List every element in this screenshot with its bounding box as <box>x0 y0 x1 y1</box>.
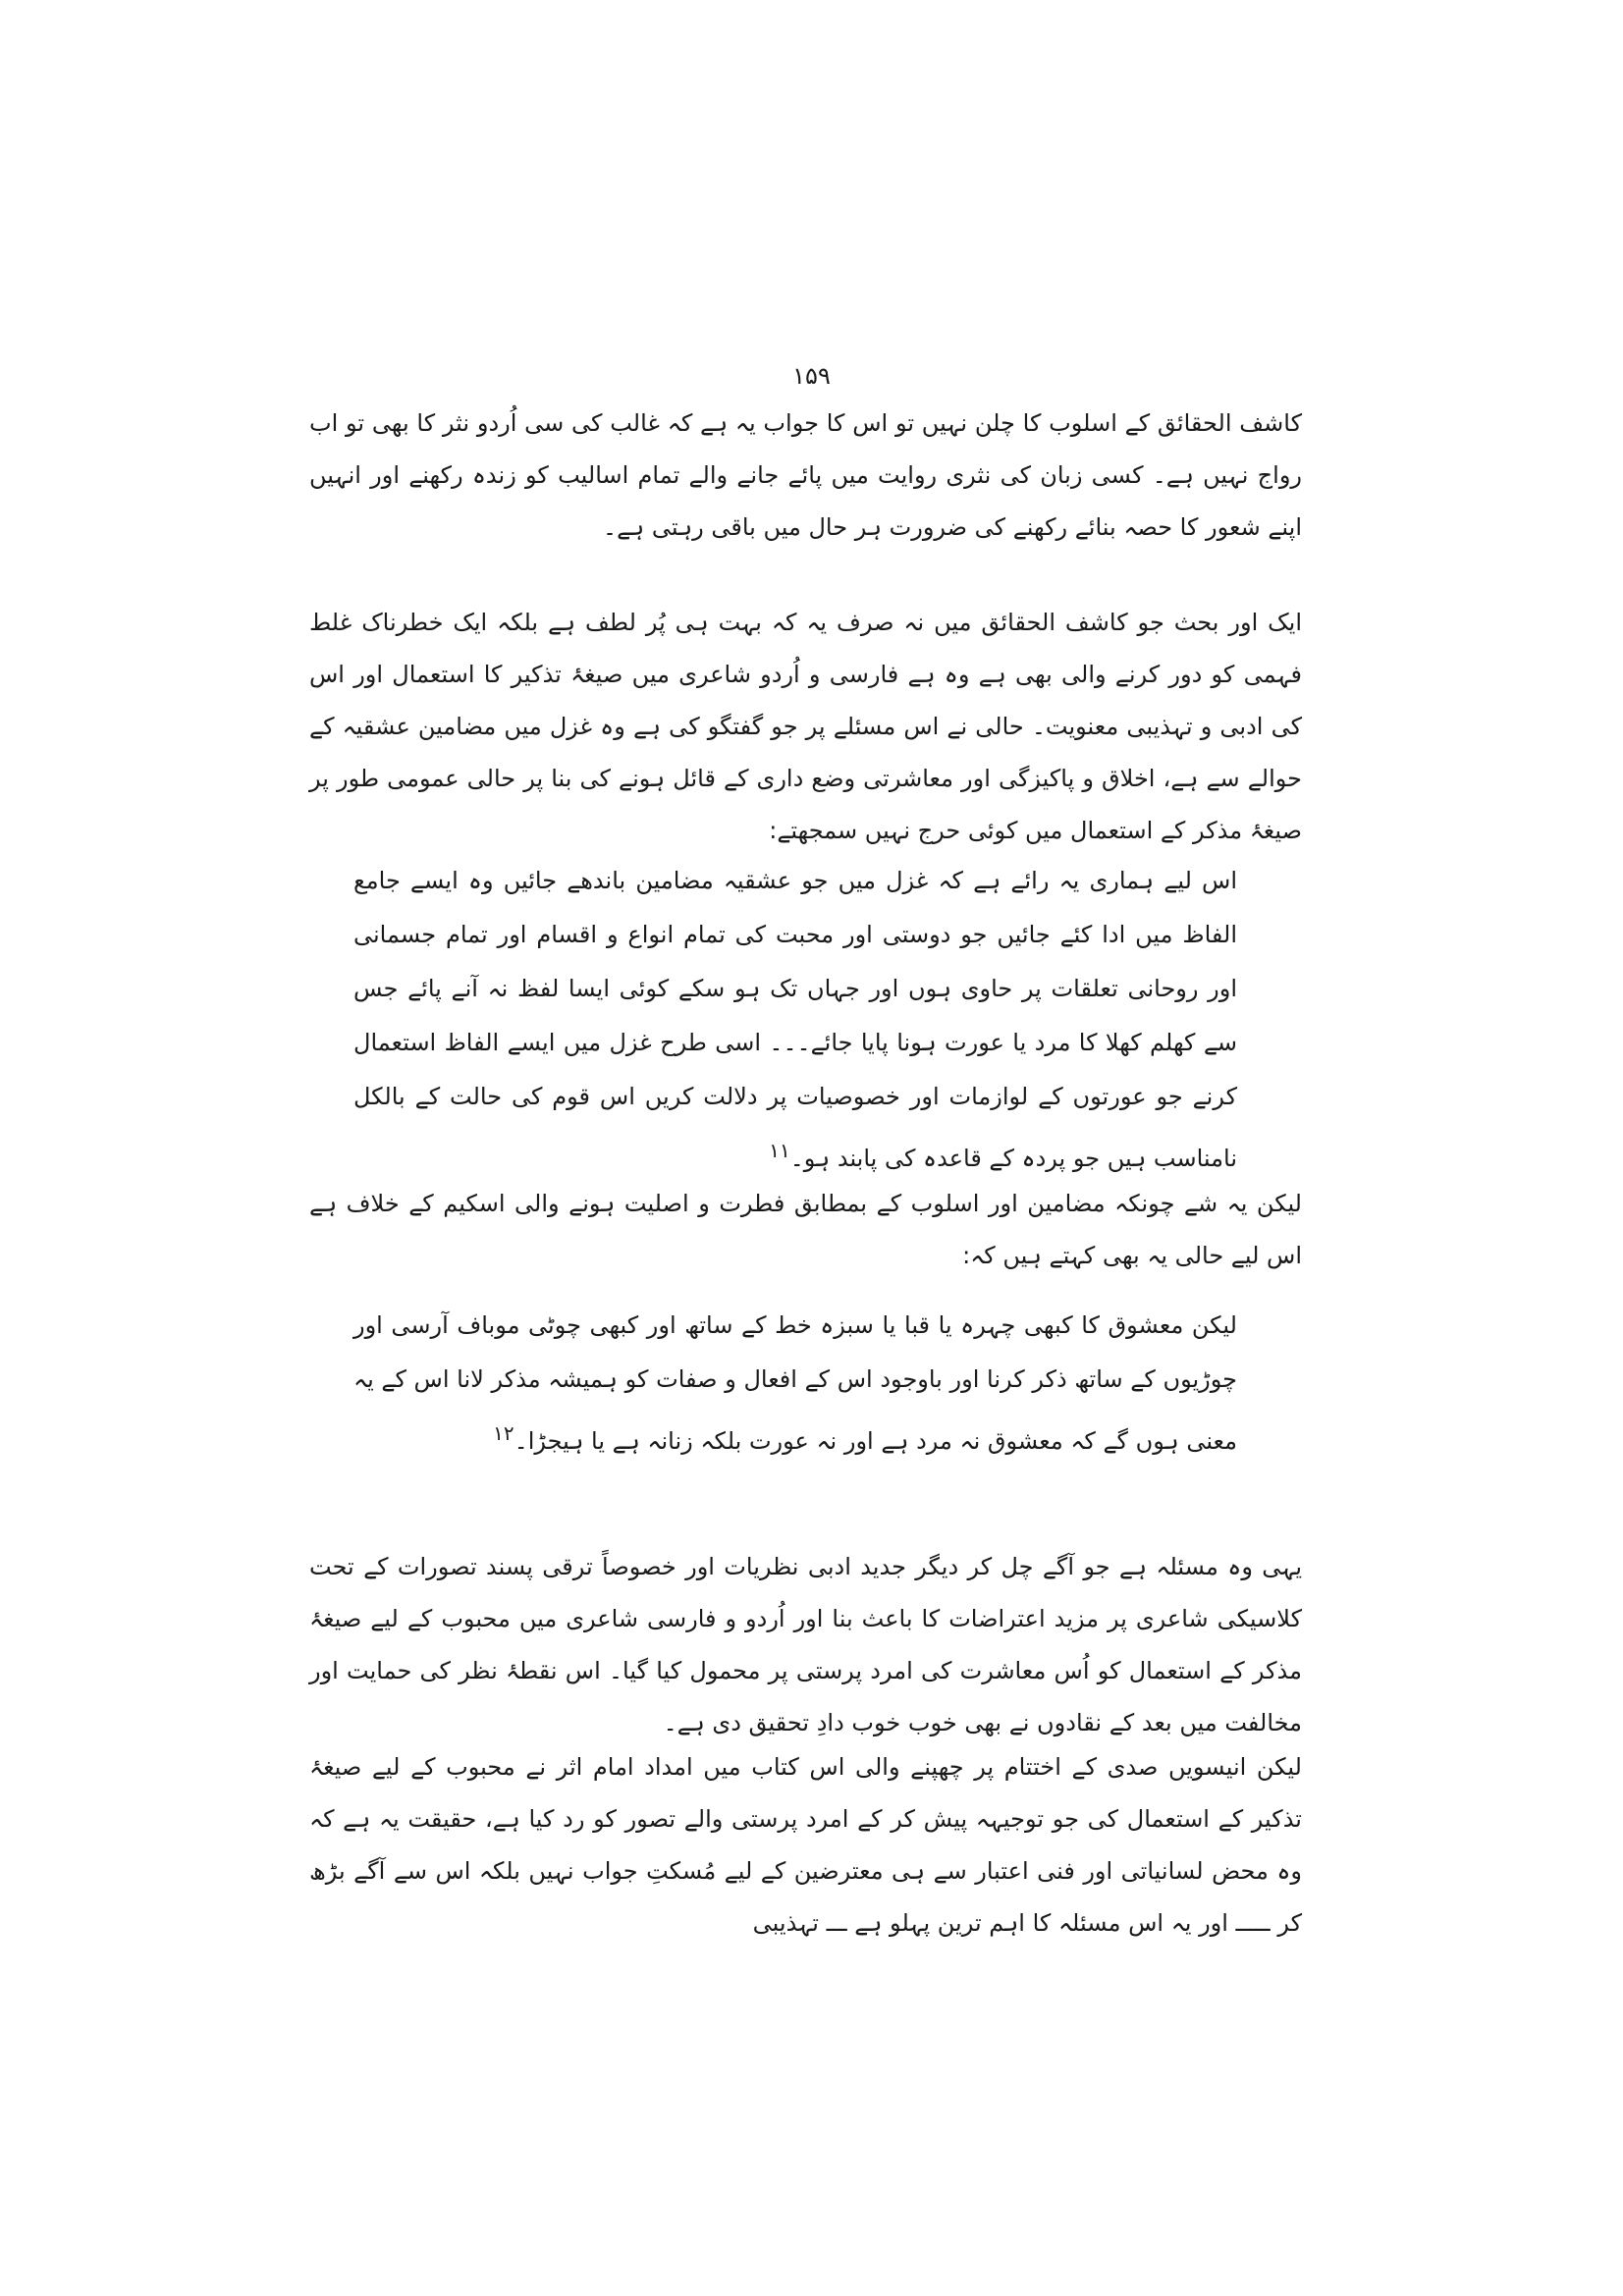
footnote-marker-2: ۱۲ <box>493 1421 514 1445</box>
paragraph-2: ایک اور بحث جو کاشف الحقائق میں نہ صرف یہ کہ بہت ہی پُر لطف ہے بلکہ ایک خطرناک غلط فہمی کو دور کرنے والی بھی ہے وہ ہے فارسی و اُردو شاعری میں صیغۂ تذکیر کا استعمال اور اس کی ادبی و تہذیبی معنویت۔ حالی نے اس مسئلے پر جو گفتگو کی ہے وہ غزل میں مضامین عشقیہ کے حوالے سے ہے، اخلاق و پاکیزگی اور معاشرتی وضع داری کے قائل ہونے کی بنا پر حالی عمومی طور پر صیغۂ مذکر کے استعمال میں کوئی حرج نہیں سمجھتے: <box>309 609 1302 844</box>
footnote-marker-1: ۱۱ <box>769 1139 790 1162</box>
paragraph-3: لیکن یہ شے چونکہ مضامین اور اسلوب کے بمطابق فطرت و اصلیت ہونے والی اسکیم کے خلاف ہے اس لیے حالی یہ بھی کہتے ہیں کہ: <box>309 1190 1302 1269</box>
block-quote-2-text: لیکن معشوق کا کبھی چہرہ یا قبا یا سبزہ خط کے ساتھ اور کبھی چوٹی موباف آرسی اور چوڑیوں کے ساتھ ذکر کرنا اور باوجود اس کے افعال و صفات کو ہمیشہ مذکر لانا اس کے یہ معنی ہوں گے کہ معشوق نہ مرد ہے اور نہ عورت بلکہ زنانہ ہے یا ہیجڑا۔ <box>353 1311 1237 1455</box>
page-number: ۱۵۹ <box>792 362 831 390</box>
paragraph-4: یہی وہ مسئلہ ہے جو آگے چل کر دیگر جدید ادبی نظریات اور خصوصاً ترقی پسند تصورات کے تحت کلاسیکی شاعری پر مزید اعتراضات کا باعث بنا اور اُردو و فارسی شاعری میں محبوب کے لیے صیغۂ مذکر کے استعمال کو اُس معاشرت کی امرد پرستی پر محمول کیا گیا۔ اس نقطۂ نظر کی حمایت اور مخالفت میں بعد کے نقادوں نے بھی خوب خوب دادِ تحقیق دی ہے۔ <box>309 1553 1302 1736</box>
paragraph-5: لیکن انیسویں صدی کے اختتام پر چھپنے والی اس کتاب میں امداد امام اثر نے محبوب کے لیے صیغۂ تذکیر کے استعمال کی جو توجیہہ پیش کر کے امرد پرستی والے تصور کو رد کیا ہے، حقیقت یہ ہے کہ وہ محض لسانیاتی اور فنی اعتبار سے ہی معترضین کے لیے مُسکتِ جواب نہیں بلکہ اس سے آگے بڑھ کر ـــــ اور یہ اس مسئلہ کا اہم ترین پہلو ہے ـــ تہذیبی <box>309 1753 1302 1937</box>
paragraph-1: کاشف الحقائق کے اسلوب کا چلن نہیں تو اس کا جواب یہ ہے کہ غالب کی سی اُردو نثر کا بھی تو اب رواج نہیں ہے۔ کسی زبان کی نثری روایت میں پائے جانے والے تمام اسالیب کو زندہ رکھنے اور انہیں اپنے شعور کا حصہ بنائے رکھنے کی ضرورت ہر حال میں باقی رہتی ہے۔ <box>309 409 1302 541</box>
block-quote-1-text: اس لیے ہماری یہ رائے ہے کہ غزل میں جو عشقیہ مضامین باندھے جائیں وہ ایسے جامع الفاظ میں ادا کئے جائیں جو دوستی اور محبت کی تمام انواع و اقسام اور تمام جسمانی اور روحانی تعلقات پر حاوی ہوں اور جہاں تک ہو سکے کوئی ایسا لفظ نہ آنے پائے جس سے کھلم کھلا کا مرد یا عورت ہونا پایا جائے۔۔۔ اسی طرح غزل میں ایسے الفاظ استعمال کرنے جو عورتوں کے لوازمات اور خصوصیات پر دلالت کریں اس قوم کی حالت کے بالکل نامناسب ہیں جو پردہ کے قاعدہ کی پابند ہو۔ <box>353 867 1237 1172</box>
block-quote-2 <box>353 1299 1237 1468</box>
block-quote-1 <box>353 854 1237 1186</box>
